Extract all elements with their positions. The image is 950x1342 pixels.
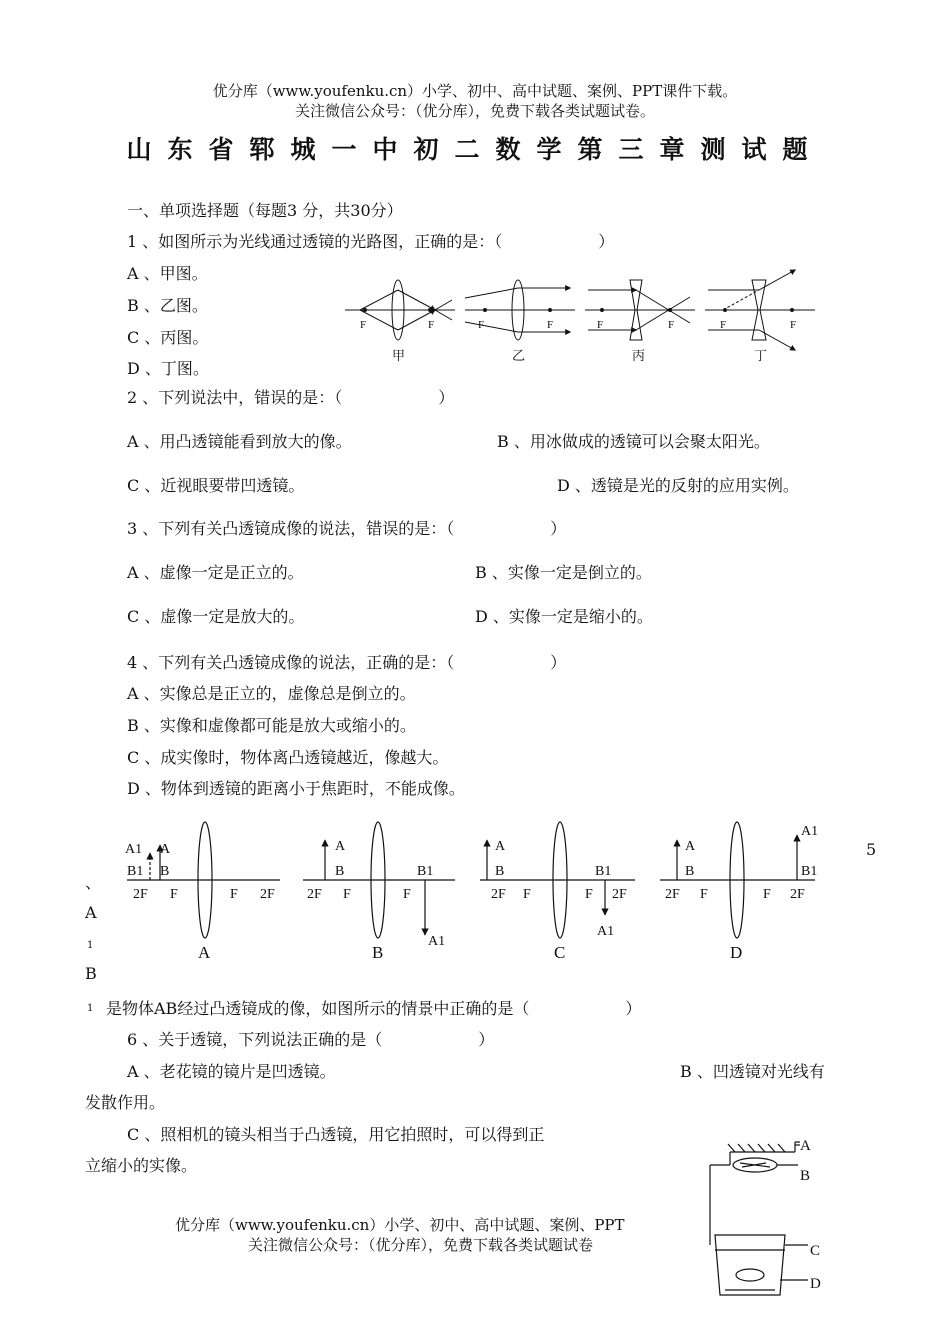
q4-option-a: A 、实像总是正立的，虚像总是倒立的。 bbox=[127, 684, 416, 703]
q1-option-b: B 、乙图。 bbox=[127, 296, 208, 315]
q1-option-a: A 、甲图。 bbox=[127, 264, 208, 283]
svg-text:F: F bbox=[403, 887, 411, 902]
q5-mark: 1 bbox=[87, 1003, 94, 1014]
svg-text:A1: A1 bbox=[597, 924, 615, 939]
q5-image-diagrams bbox=[115, 815, 840, 965]
diagram-label-a: A bbox=[198, 943, 211, 962]
q6-option-b: B 、凹透镜对光线有 bbox=[680, 1062, 825, 1081]
q6-stem: 6 、关于透镜，下列说法正确的是（ ） bbox=[127, 1030, 495, 1049]
q4-option-c: C 、成实像时，物体离凸透镜越近，像越大。 bbox=[127, 748, 449, 767]
page-title: 山东省郓城一中初二数学第三章测试题 bbox=[126, 135, 824, 164]
q5-number: 5 bbox=[866, 840, 877, 859]
q5-mark: 、 bbox=[85, 873, 102, 892]
svg-text:B1: B1 bbox=[801, 864, 818, 879]
svg-text:B: B bbox=[495, 864, 505, 879]
q5-stem: 是物体AB经过凸透镜成的像，如图所示的情景中正确的是（ ） bbox=[106, 999, 642, 1018]
apparatus-label-c: C bbox=[810, 1243, 821, 1259]
q6-option-c-cont: 立缩小的实像。 bbox=[85, 1156, 198, 1175]
footer-line-1: 优分库（www.youfenku.cn）小学、初中、高中试题、案例、PPT bbox=[175, 1216, 625, 1234]
q3-stem: 3 、下列有关凸透镜成像的说法，错误的是：（ ） bbox=[127, 519, 567, 538]
q6-option-a: A 、老花镜的镜片是凹透镜。 bbox=[127, 1062, 336, 1081]
q1-option-c: C 、丙图。 bbox=[127, 328, 209, 347]
svg-text:A: A bbox=[495, 839, 506, 854]
header-line-2: 关注微信公众号：（优分库），免费下载各类试题试卷。 bbox=[294, 102, 655, 120]
apparatus-label-d: D bbox=[810, 1276, 821, 1292]
focus-label: F bbox=[790, 319, 797, 331]
svg-text:B1: B1 bbox=[127, 864, 144, 879]
diagram-label-yi: 乙 bbox=[512, 348, 526, 363]
q5-mark: A bbox=[85, 903, 97, 922]
q3-option-c: C 、虚像一定是放大的。 bbox=[127, 607, 305, 626]
diagram-label-ding: 丁 bbox=[754, 348, 768, 363]
svg-text:2F: 2F bbox=[491, 887, 506, 902]
focus-label: F bbox=[668, 319, 675, 331]
svg-text:F: F bbox=[343, 887, 351, 902]
svg-text:2F: 2F bbox=[790, 887, 805, 902]
diagram-label-bing: 丙 bbox=[632, 348, 646, 363]
focus-label: F bbox=[360, 319, 367, 331]
q2-option-b: B 、用冰做成的透镜可以会聚太阳光。 bbox=[497, 432, 770, 451]
q3-option-b: B 、实像一定是倒立的。 bbox=[475, 563, 652, 582]
q6-option-c: C 、照相机的镜头相当于凸透镜，用它拍照时，可以得到正 bbox=[127, 1125, 545, 1144]
diagram-label-jia: 甲 bbox=[392, 348, 406, 363]
svg-text:B: B bbox=[335, 864, 345, 879]
svg-text:B1: B1 bbox=[417, 864, 434, 879]
diagram-label-c: C bbox=[554, 943, 566, 962]
q2-option-c: C 、近视眼要带凹透镜。 bbox=[127, 476, 305, 495]
apparatus-label-a: A bbox=[800, 1138, 811, 1154]
svg-text:A: A bbox=[685, 839, 696, 854]
q1-stem: 1 、如图所示为光线通过透镜的光路图，正确的是：（ ） bbox=[127, 232, 615, 251]
apparatus-label-b: B bbox=[800, 1168, 811, 1184]
focus-label: F bbox=[428, 319, 435, 331]
footer-line-2: 关注微信公众号：（优分库），免费下载各类试题试卷 bbox=[248, 1236, 594, 1254]
svg-text:F: F bbox=[763, 887, 771, 902]
q3-option-d: D 、实像一定是缩小的。 bbox=[475, 607, 653, 626]
q2-option-d: D 、透镜是光的反射的应用实例。 bbox=[557, 476, 799, 495]
focus-label: F bbox=[478, 319, 485, 331]
svg-text:2F: 2F bbox=[665, 887, 680, 902]
header-line-1: 优分库（www.youfenku.cn）小学、初中、高中试题、案例、PPT课件下载。 bbox=[212, 82, 738, 100]
q6-apparatus-diagram bbox=[700, 1130, 830, 1305]
q6-option-b-cont: 发散作用。 bbox=[85, 1093, 166, 1112]
svg-text:2F: 2F bbox=[133, 887, 148, 902]
q2-stem: 2 、下列说法中，错误的是：（ ） bbox=[127, 388, 455, 407]
q2-option-a: A 、用凸透镜能看到放大的像。 bbox=[127, 432, 352, 451]
q1-option-d: D 、丁图。 bbox=[127, 359, 209, 378]
svg-text:F: F bbox=[170, 887, 178, 902]
svg-text:A1: A1 bbox=[428, 934, 446, 949]
svg-text:F: F bbox=[230, 887, 238, 902]
svg-text:F: F bbox=[523, 887, 531, 902]
section-heading: 一、单项选择题（每题3 分，共30分） bbox=[127, 201, 403, 220]
svg-text:2F: 2F bbox=[612, 887, 627, 902]
svg-text:A1: A1 bbox=[801, 824, 819, 839]
svg-text:F: F bbox=[700, 887, 708, 902]
q4-stem: 4 、下列有关凸透镜成像的说法，正确的是：（ ） bbox=[127, 653, 567, 672]
svg-text:B1: B1 bbox=[595, 864, 612, 879]
focus-label: F bbox=[547, 319, 554, 331]
diagram-label-b: B bbox=[372, 943, 384, 962]
svg-text:A1: A1 bbox=[125, 842, 143, 857]
q3-option-a: A 、虚像一定是正立的。 bbox=[127, 563, 304, 582]
q4-option-d: D 、物体到透镜的距离小于焦距时，不能成像。 bbox=[127, 779, 465, 798]
svg-text:2F: 2F bbox=[260, 887, 275, 902]
svg-text:2F: 2F bbox=[307, 887, 322, 902]
q5-mark: 1 bbox=[87, 940, 94, 951]
svg-text:B: B bbox=[685, 864, 695, 879]
svg-text:A: A bbox=[335, 839, 346, 854]
q5-mark: B bbox=[85, 964, 97, 983]
svg-text:F: F bbox=[585, 887, 593, 902]
svg-text:B: B bbox=[160, 864, 170, 879]
focus-label: F bbox=[597, 319, 604, 331]
q1-lens-diagrams bbox=[340, 268, 820, 368]
diagram-label-d: D bbox=[730, 943, 743, 962]
q4-option-b: B 、实像和虚像都可能是放大或缩小的。 bbox=[127, 716, 416, 735]
focus-label: F bbox=[720, 319, 727, 331]
svg-text:A: A bbox=[160, 842, 171, 857]
